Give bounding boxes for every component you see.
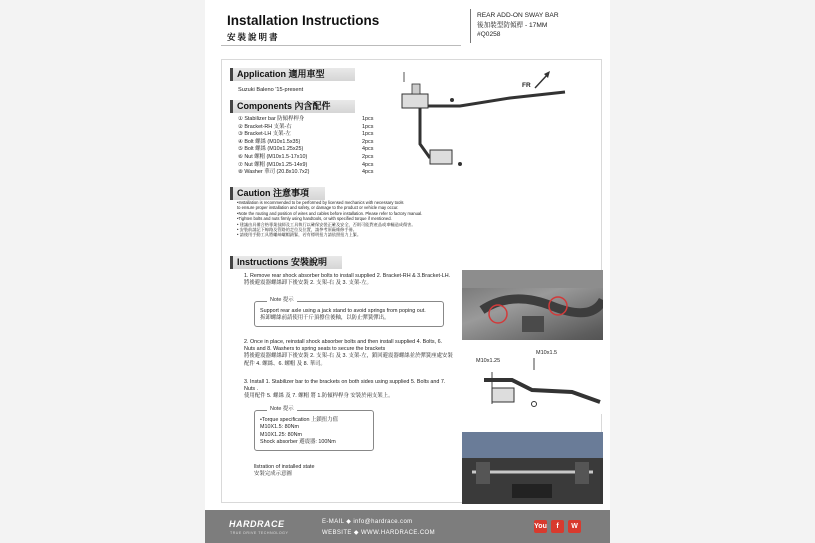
bolt-label-m10x15: M10x1.5: [536, 350, 558, 356]
bolt-label-m10x125: M10x1.25: [476, 358, 501, 364]
product-name-chinese: 後加裝型防傾桿 - 17MM: [477, 21, 548, 29]
caution-heading: Caution 注意事項: [230, 187, 325, 200]
torque-spec: M10X1.25: 80Nm: [260, 431, 302, 438]
step-1-english: 1. Remove rear shock absorber bolts to install supplied 2. Bracket-RH & 3.Bracket-LH.: [244, 273, 451, 279]
torque-spec: M10X1.5: 80Nm: [260, 424, 299, 431]
application-vehicle: Suzuki Baleno '15-present: [238, 87, 304, 93]
footer-email[interactable]: E-MAIL ◆ info@hardrace.com: [322, 519, 413, 525]
components-heading: Components 內含配件: [230, 100, 355, 113]
sway-bar-diagram: [390, 66, 590, 176]
step-2: [244, 339, 454, 368]
caution-line: •Note the routing and position of wires and cables before installation. Please refer to factory manual.: [237, 210, 423, 216]
hardrace-logo: HARDRACE: [229, 519, 285, 529]
component-row: ④ Bolt 螺絲 (M10x1.5x35) 2pcs: [238, 138, 374, 145]
note-label: Note 提示: [267, 406, 297, 413]
page-title: Installation Instructions: [227, 13, 380, 28]
caution-text: [237, 200, 467, 238]
youtube-icon[interactable]: You: [534, 520, 547, 533]
facebook-icon[interactable]: f: [551, 520, 564, 533]
footer: [205, 510, 610, 543]
torque-spec: Shock absorber 避震器: 100Nm: [260, 439, 336, 446]
product-info: [477, 11, 559, 40]
step-3-english: 3. Install 1. Stabilizer bar to the brackets on both sides using supplied 5. Bolts and 7. Nuts .: [244, 379, 446, 393]
illustration-caption: [254, 464, 404, 478]
footer-website[interactable]: WEBSITE ◆ WWW.HARDRACE.COM: [322, 530, 436, 536]
caution-line: •Tighten bolts and nuts firmly using handtools, or with specified torque if mentioned.: [237, 216, 392, 222]
components-list: [238, 116, 378, 177]
torque-title: •Torque specification 上鎖扭力值: [260, 417, 338, 423]
product-name: REAR ADD-ON SWAY BAR: [477, 12, 559, 19]
illustration-caption-chinese: 安裝完成示意圖: [254, 471, 292, 478]
caution-line: • 安裝前請記下線路及管路的走位及位置，請參考原廠維修手冊。: [237, 227, 357, 233]
note-box-torque: [254, 406, 374, 451]
instruction-sheet: [205, 0, 610, 543]
component-row: ③ Bracket-LH 支架-左 1pcs: [238, 131, 374, 138]
illustration-caption-english: llstration of installed state: [254, 464, 315, 470]
bracket-diagram: [462, 340, 603, 414]
caution-line: •Installation is recommended to be performed by licensed mechanics with necessary tools: [237, 200, 404, 205]
front-direction-label: FR: [522, 82, 531, 89]
product-code: #Q0258: [477, 31, 501, 38]
caution-line: • 請使用手動工具將螺絲螺帽鎖緊，若有標明扭力請依照扭力上緊。: [237, 232, 362, 238]
content-panel: [221, 59, 602, 503]
note-1-english: Support rear axle using a jack stand to avoid springs from poping out.: [260, 308, 426, 314]
step-3: [244, 379, 454, 401]
note-label: Note 提示: [267, 297, 297, 304]
component-row: ② Bracket-RH 支架-右 1pcs: [238, 123, 374, 130]
application-heading: Application 適用車型: [230, 68, 355, 81]
component-row: ⑧ Washer 華司 (20.8x10.7x2) 4pcs: [238, 169, 374, 176]
installed-state-photo: [462, 432, 603, 504]
header-vertical-divider: [470, 9, 471, 43]
component-row: ① Stabilizer bar 防傾桿桿身 1pcs: [238, 116, 374, 122]
wechat-icon[interactable]: W: [568, 520, 581, 533]
page-subtitle: 安裝說明書: [227, 32, 280, 42]
component-row: ⑦ Nut 螺帽 (M10x1.25-14x9) 4pcs: [238, 161, 374, 168]
note-1-chinese: 拆卸螺絲前請使用千斤頂撐住後軸，以防止彈簧彈出。: [260, 315, 390, 322]
step-2-english: 2. Once in place, reinstall shock absorber bolts and then install supplied 4. Bolts, 6. Nuts and 8. Washers to spring seats to secure the brackets: [244, 339, 443, 353]
instructions-heading: Instructions 安裝說明: [230, 256, 342, 269]
step-2-chinese: 將後避震器螺絲卸下後安裝 2. 支架-右 及 3. 支架-左，鎖回避震器螺絲並於彈簧座處安裝配件 4. 螺絲、6. 螺帽 及 8. 華司。: [244, 353, 453, 367]
caution-line: • 建議由具備合格專業技師及工具執行以確保安裝正確及安全，否則可能對產品或車輛造成傷害。: [237, 221, 416, 227]
note-box-1: [254, 297, 444, 327]
header-divider: [221, 45, 461, 46]
step-3-chinese: 使用配件 5. 螺絲 及 7. 螺帽 將 1.防傾桿桿身 安裝於兩支架上。: [244, 393, 394, 400]
step-1: [244, 273, 454, 287]
component-row: ⑤ Bolt 螺絲 (M10x1.25x25) 4pcs: [238, 146, 374, 153]
step-1-chinese: 將後避震器螺絲卸下後安裝 2. 支架-右 及 3. 支架-左。: [244, 280, 372, 287]
component-row: ⑥ Nut 螺帽 (M10x1.5-17x10) 2pcs: [238, 153, 374, 160]
caution-line: to ensure proper installation and safety, or damage to the product or vehicle may occur.: [237, 205, 399, 211]
brand-slogan: TRUE DRIVE TECHNOLOGY: [230, 531, 289, 535]
